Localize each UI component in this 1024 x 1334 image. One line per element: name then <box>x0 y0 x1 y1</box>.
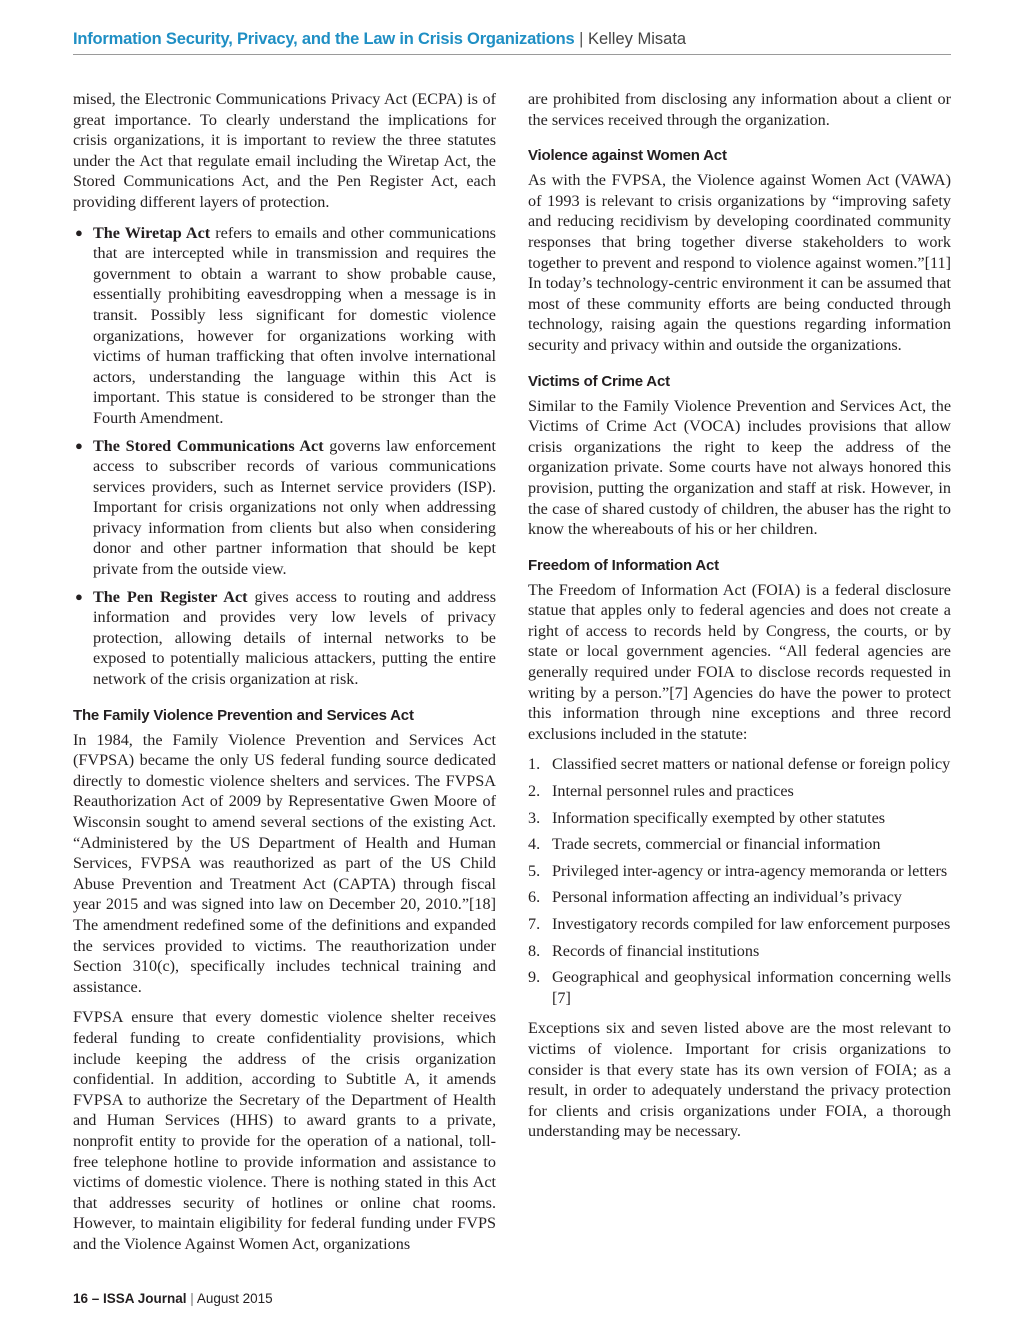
vawa-paragraph: As with the FVPSA, the Violence against Women Act (VAWA) of 1993 is relevant to crisis organizations by “improving safety and reducing recidivism by developing coordinated community responses that bring together diverse stakeholders to work together to prevent and respond to violence against women.”[11] In today’s technology-centric environment it can be assumed that most of these community efforts are being conducted through technology, raising again the questions regarding information security and privacy within and outside the organizations. <box>528 171 951 354</box>
list-number: 8. <box>528 941 541 960</box>
bullet-text: refers to emails and other communications that are intercepted while in transmission and requires the government to obtain a warrant to show probable cause, essentially prohibiting eavesdropping when a message is in transit. Possibly less significant for domestic violence organizations, however for organizations working with victims of human trafficking that often involve international actors, understanding the language within this Act is important. This statue is considered to be stronger than the Fourth Amendment. <box>93 223 496 427</box>
list-text: Information specifically exempted by other statutes <box>552 808 886 827</box>
list-text: Trade secrets, commercial or financial information <box>552 835 881 854</box>
section-heading-vawa: Violence against Women Act <box>528 147 727 165</box>
foia-paragraph: The Freedom of Information Act (FOIA) is a federal disclosure statue that apples only to federal agencies and does not create a right of access to records held by Congress, the courts, or by state or local government agencies. “All federal agencies are generally required under FOIA to disclose records requested in writing by a person.”[7] Agencies do have the power to protect this information through nine exceptions and three record exclusions included in the statute: <box>528 580 951 743</box>
bullet-term: The Pen Register Act <box>93 587 248 606</box>
header-author: Kelley Misata <box>587 30 687 48</box>
header-rule <box>73 54 951 55</box>
list-number: 2. <box>528 782 541 801</box>
list-number: 7. <box>528 915 541 933</box>
bullet-text: governs law enforcement access to subscriber records of various communications services providers, such as Internet service providers (ISP). Important for crisis organizations not only when addressing privacy information from clients but also when considering donor and other partner information that should be kept private from the outside view. <box>93 436 496 579</box>
list-item <box>528 861 951 882</box>
left-column <box>73 89 496 1264</box>
closing-paragraph: Exceptions six and seven listed above are the most relevant to victims of violence. Important for crisis organizations to consider is that every state has its own version of FOIA; as a result, in order to adequately understand the privacy protection for clients and crisis organizations under FOIA, a thorough understanding may be necessary. <box>528 1019 951 1141</box>
list-text: Classified secret matters or national defense or foreign policy <box>552 755 951 774</box>
list-number: 1. <box>528 755 541 774</box>
section-heading-voca: Victims of Crime Act <box>528 372 670 390</box>
fvpsa-paragraph-1: In 1984, the Family Violence Prevention and Services Act (FVPSA) became the only US federal funding source dedicated directly to domestic violence shelters and services. The FVPSA Reauthorization Act of 2009 by Representative Gwen Moore of Wisconsin sought to amend several sections of the existing Act. “Administered by the US Department of Health and Human Services, FVPSA was reauthorized as part of the US Child Abuse Prevention and Treatment Act (CAPTA) through fiscal year 2015 and was signed into law on December 20, 2010.”[18] The amendment redefined some of the definitions and expanded the services provided to victims. The reauthorization under Section 310(c), specifically includes technical training and assistance. <box>73 730 496 996</box>
list-text: Investigatory records compiled for law enforcement purposes <box>552 915 951 933</box>
bullet-stored-communications-act <box>73 436 496 580</box>
list-item <box>528 887 951 908</box>
footer-date: August 2015 <box>196 1291 273 1306</box>
bullet-dot-icon: ● <box>75 588 83 604</box>
ecpa-statutes-list <box>73 223 496 690</box>
bullet-text: gives access to routing and address information and provides very low levels of privacy protection, allowing details of internal networks to be exposed to potentially malicious attackers, putting the entire network of the crisis organization at risk. <box>93 587 496 689</box>
list-item <box>528 781 951 802</box>
list-item <box>528 941 951 962</box>
bullet-dot-icon: ● <box>75 437 83 453</box>
list-item <box>528 967 951 1008</box>
bullet-dot-icon: ● <box>75 224 83 240</box>
list-text: Personal information affecting an individual’s privacy <box>552 888 902 907</box>
list-text: Geographical and geophysical information concerning wells [7] <box>552 968 951 1007</box>
list-number: 3. <box>528 808 541 827</box>
list-text: Internal personnel rules and practices <box>552 782 794 801</box>
right-column <box>528 89 951 1152</box>
list-number: 6. <box>528 888 541 907</box>
list-text: Privileged inter-agency or intra-agency memoranda or letters <box>552 861 948 880</box>
list-item <box>528 834 951 855</box>
header-article-title: Information Security, Privacy, and the Law in Crisis Organizations <box>73 30 575 48</box>
list-item <box>528 914 951 935</box>
page-footer <box>73 1291 273 1306</box>
list-item <box>528 754 951 775</box>
footer-page-label: 16 – ISSA Journal <box>73 1291 187 1306</box>
bullet-pen-register-act <box>73 587 496 690</box>
bullet-term: The Wiretap Act <box>93 223 211 242</box>
voca-paragraph: Similar to the Family Violence Prevention and Services Act, the Victims of Crime Act (VOCA) includes provisions that allow crisis organizations the right to keep the address of the organization private. Some courts have not always honored this provision, putting the organization and staff at risk. However, in the case of shared custody of children, the abuser has the right to know the whereabouts of his or her children. <box>528 396 951 539</box>
continued-paragraph: are prohibited from disclosing any information about a client or the services received through the organization. <box>528 90 951 129</box>
list-number: 9. <box>528 968 541 987</box>
list-item <box>528 808 951 829</box>
list-number: 5. <box>528 861 541 880</box>
bullet-term: The Stored Communications Act <box>93 436 324 455</box>
section-heading-foia: Freedom of Information Act <box>528 556 719 574</box>
fvpsa-paragraph-2: FVPSA ensure that every domestic violence shelter receives federal funding to create confidentiality provisions, which include keeping the address of the crisis organization confidential. In addition, according to Subtitle A, it amends FVPSA to authorize the Secretary of the Department of Health and Human Services (HHS) to award grants to a private, nonprofit entity to provide for the operation of a national, toll-free telephone hotline to provide information and assistance to victims of domestic violence. There is nothing stated in this Act that addresses security of hotlines or online chat rooms. However, to maintain eligibility for federal funding under FVPS and the Violence Against Women Act, organizations <box>73 1008 496 1253</box>
running-header <box>73 28 951 50</box>
list-number: 4. <box>528 835 541 854</box>
section-heading-fvpsa: The Family Violence Prevention and Services Act <box>73 706 414 724</box>
intro-paragraph: mised, the Electronic Communications Privacy Act (ECPA) is of great importance. To clearly understand the implications for crisis organizations, it is important to review the three statutes under the Act that regulate email including the Wiretap Act, the Stored Communications Act, and the Pen Register Act, each providing different layers of protection. <box>73 90 496 211</box>
header-separator: | <box>574 30 588 48</box>
list-text: Records of financial institutions <box>552 941 760 960</box>
bullet-wiretap-act <box>73 223 496 429</box>
footer-separator: | <box>186 1291 197 1306</box>
foia-exceptions-list <box>528 754 951 1008</box>
